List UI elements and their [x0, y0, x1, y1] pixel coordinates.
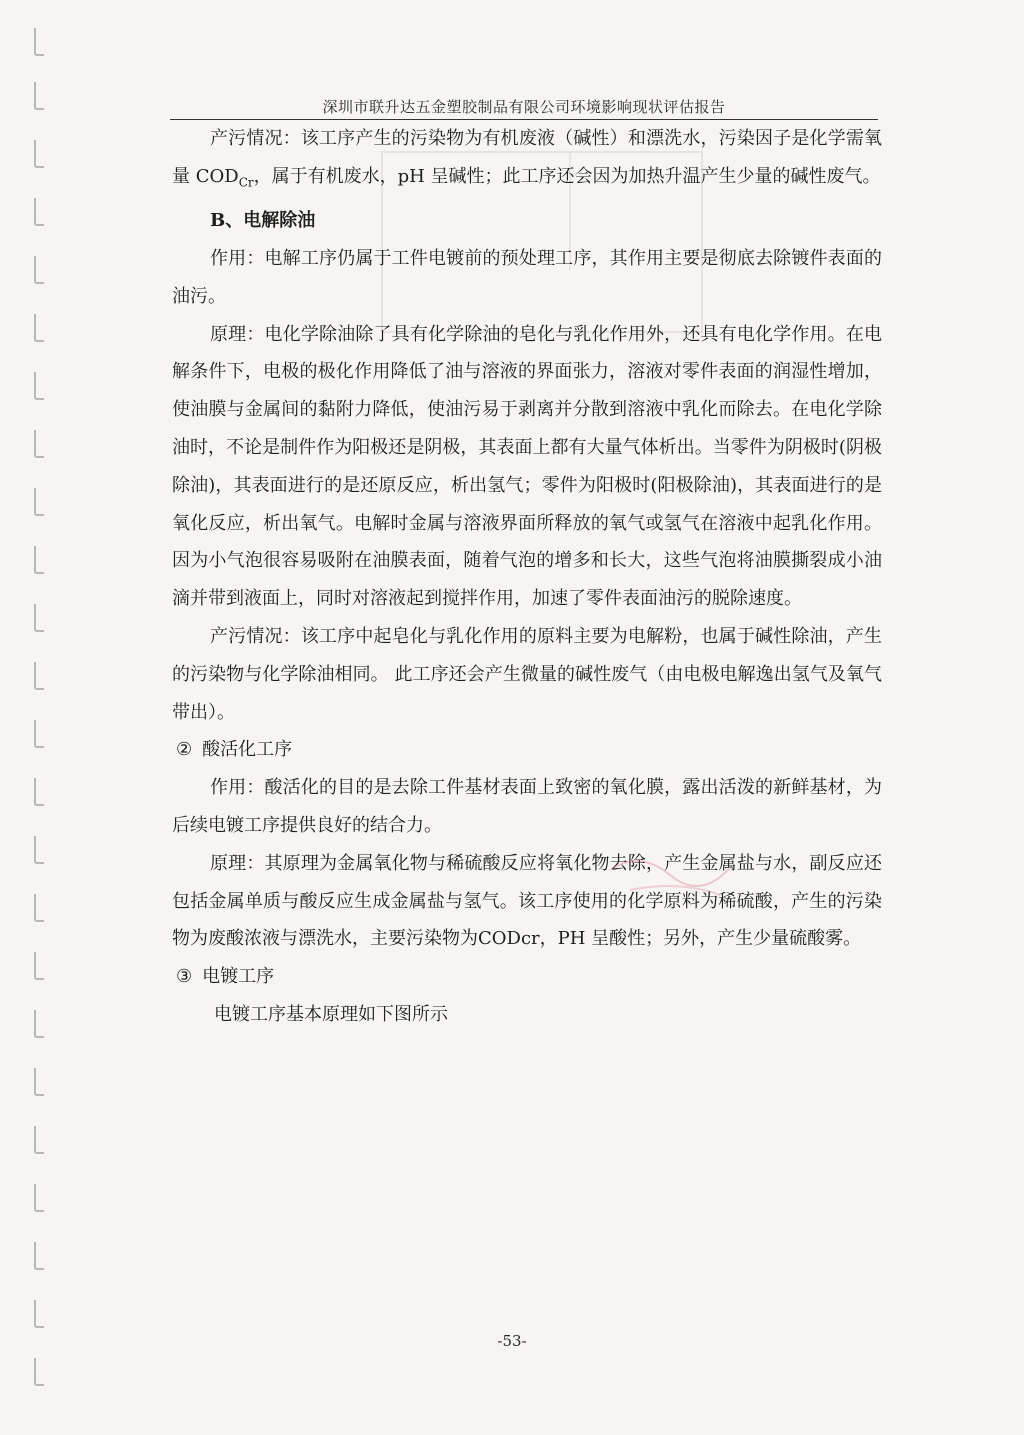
binding-tick [34, 836, 44, 864]
binding-tick [34, 82, 44, 110]
paragraph-principle-b: 原理：电化学除油除了具有化学除油的皂化与乳化作用外，还具有电化学作用。在电解条件下，电极的极化作用降低了油与溶液的界面张力，溶液对零件表面的润湿性增加，使油膜与金属间的黏附力降低，使油污易于剥离并分散到溶液中乳化而除去。在电化学除油时，不论是制件作为阳极还是阴极，其表面上都有大量气体析出。当零件为阴极时(阴极除油)，其表面进行的是还原反应，析出氢气；零件为阳极时(阳极除油)，其表面进行的是氧化反应，析出氧气。电解时金属与溶液界面所释放的氧气或氢气在溶液中起乳化作用。因为小气泡很容易吸附在油膜表面，随着气泡的增多和长大，这些气泡将油膜撕裂成小油滴并带到液面上，同时对溶液起到搅拌作用，加速了零件表面油污的脱除速度。 [172, 323, 882, 610]
paragraph-principle-acid: 原理：其原理为金属氧化物与稀硫酸反应将氧化物去除，产生金属盐与水，副反应还包括金属单质与酸反应生成金属盐与氢气。该工序使用的化学原料为稀硫酸，产生的污染物为废酸浓液与漂洗水，主要污染物为CODcr，PH 呈酸性；另外，产生少量硫酸雾。 [172, 852, 882, 950]
page-header-title: 深圳市联升达五金塑胶制品有限公司环境影响现状评估报告 [322, 98, 726, 116]
binding-tick [34, 604, 44, 632]
paragraph-pollution-1 [172, 120, 882, 202]
binding-tick [34, 198, 44, 226]
paragraph-function-b: 作用：电解工序仍属于工件电镀前的预处理工序，其作用主要是彻底去除镀件表面的油污。 [172, 247, 882, 307]
binding-tick [34, 952, 44, 980]
binding-tick [34, 28, 44, 56]
binding-tick [34, 662, 44, 690]
step-heading-electroplating [172, 958, 882, 996]
step-title-acid-activation: 酸活化工序 [202, 739, 293, 761]
binding-tick [34, 1300, 44, 1328]
binding-tick [34, 720, 44, 748]
binding-tick [34, 430, 44, 458]
paragraph-electroplating-intro: 电镀工序基本原理如下图所示 [214, 1003, 448, 1025]
paragraph-pollution-1-rest: ，属于有机废水，pH 呈碱性；此工序还会因为加热升温产生少量的碱性废气。 [253, 165, 881, 187]
binding-tick [34, 1242, 44, 1270]
binding-tick [34, 488, 44, 516]
binding-margin [30, 0, 46, 1435]
page-number: -53- [497, 1332, 527, 1350]
binding-tick [34, 1126, 44, 1154]
binding-tick [34, 894, 44, 922]
circled-number-3: ③ [176, 966, 193, 988]
binding-tick [34, 546, 44, 574]
circled-number-2: ② [176, 739, 193, 761]
cod-subscript: Cr [238, 175, 254, 190]
binding-tick [34, 256, 44, 284]
binding-tick [34, 1184, 44, 1212]
paragraph-pollution-1-text: 产污情况：该工序产生的污染物为有机废液（碱性）和漂洗水，污染因子是化学需氧量 COD [172, 128, 882, 187]
page-body [172, 120, 882, 1034]
step-heading-acid-activation [172, 731, 882, 769]
section-heading-electrolytic-degreasing: B、电解除油 [210, 210, 316, 232]
binding-tick [34, 1010, 44, 1038]
binding-tick [34, 372, 44, 400]
binding-tick [34, 778, 44, 806]
paragraph-function-acid: 作用：酸活化的目的是去除工件基材表面上致密的氧化膜，露出活泼的新鲜基材，为后续电镀工序提供良好的结合力。 [172, 777, 882, 836]
binding-tick [34, 1068, 44, 1096]
step-title-electroplating: 电镀工序 [202, 966, 275, 988]
paragraph-pollution-b: 产污情况：该工序中起皂化与乳化作用的原料主要为电解粉，也属于碱性除油，产生的污染物与化学除油相同。 此工序还会产生微量的碱性废气（由电极电解逸出氢气及氧气带出）。 [172, 625, 882, 723]
binding-tick [34, 140, 44, 168]
binding-tick [34, 1358, 44, 1386]
binding-tick [34, 314, 44, 342]
